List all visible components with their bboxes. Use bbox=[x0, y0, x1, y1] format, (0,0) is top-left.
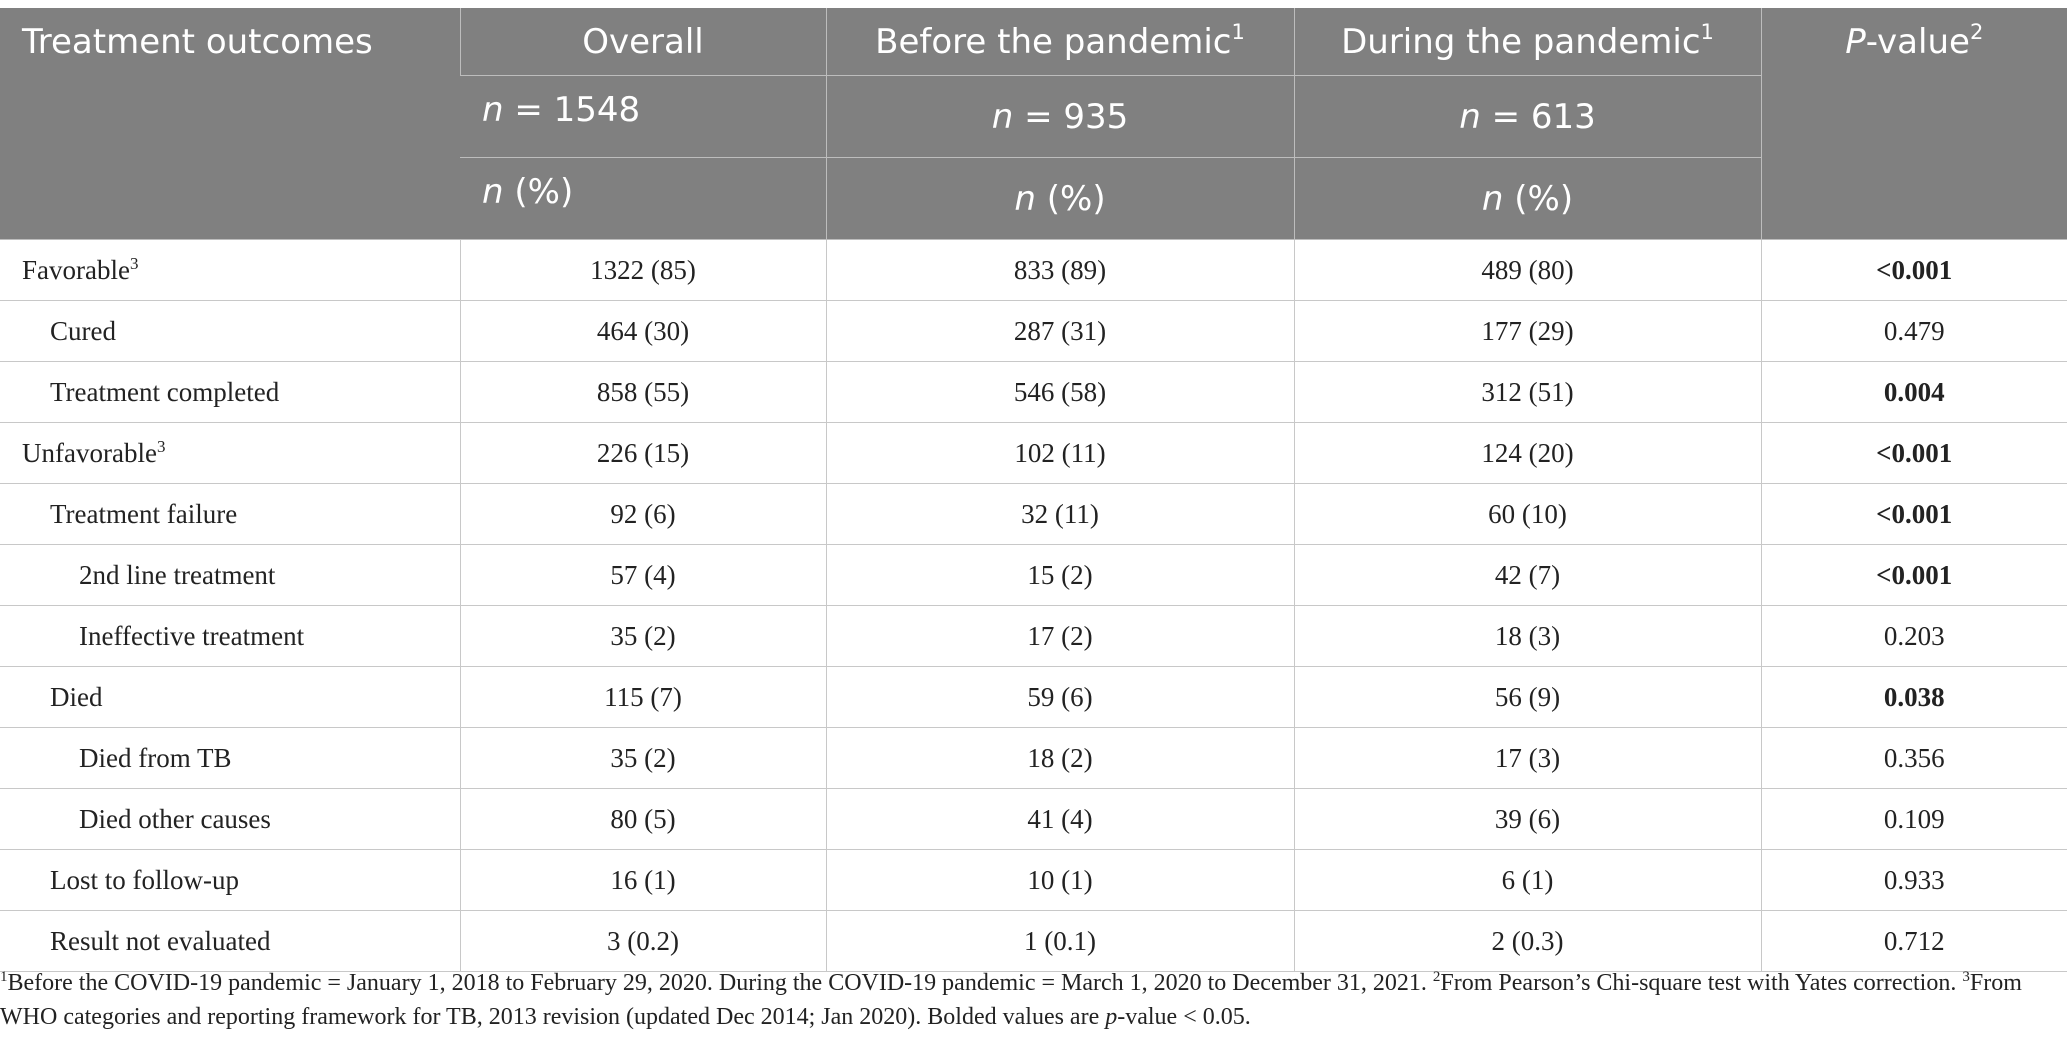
row-label: Lost to follow-up bbox=[0, 850, 460, 911]
row-label: Ineffective treatment bbox=[0, 606, 460, 667]
col-overall-title: Overall bbox=[460, 8, 826, 76]
cell-during: 39 (6) bbox=[1294, 789, 1761, 850]
cell-pvalue: 0.004 bbox=[1761, 362, 2067, 423]
table-row bbox=[0, 301, 2067, 362]
cell-overall: 1322 (85) bbox=[460, 240, 826, 301]
cell-before: 41 (4) bbox=[826, 789, 1294, 850]
row-label: Died from TB bbox=[0, 728, 460, 789]
cell-pvalue: 0.038 bbox=[1761, 667, 2067, 728]
table-header bbox=[0, 8, 2067, 240]
col-during-unit: n (%) bbox=[1294, 158, 1761, 240]
cell-overall: 16 (1) bbox=[460, 850, 826, 911]
table-row bbox=[0, 423, 2067, 484]
cell-during: 56 (9) bbox=[1294, 667, 1761, 728]
cell-before: 546 (58) bbox=[826, 362, 1294, 423]
col-during-title: During the pandemic$^1$ bbox=[1294, 8, 1761, 76]
cell-during: 42 (7) bbox=[1294, 545, 1761, 606]
col-before-n: n = 935 bbox=[826, 76, 1294, 158]
row-label: Died bbox=[0, 667, 460, 728]
cell-during: 177 (29) bbox=[1294, 301, 1761, 362]
table-body bbox=[0, 240, 2067, 972]
cell-before: 833 (89) bbox=[826, 240, 1294, 301]
cell-before: 18 (2) bbox=[826, 728, 1294, 789]
table-row bbox=[0, 850, 2067, 911]
table-row bbox=[0, 606, 2067, 667]
col-before-title: Before the pandemic$^1$ bbox=[826, 8, 1294, 76]
cell-during: 18 (3) bbox=[1294, 606, 1761, 667]
cell-pvalue: <0.001 bbox=[1761, 423, 2067, 484]
cell-before: 15 (2) bbox=[826, 545, 1294, 606]
cell-during: 489 (80) bbox=[1294, 240, 1761, 301]
cell-pvalue: 0.203 bbox=[1761, 606, 2067, 667]
cell-during: 6 (1) bbox=[1294, 850, 1761, 911]
cell-before: 17 (2) bbox=[826, 606, 1294, 667]
row-label: 2nd line treatment bbox=[0, 545, 460, 606]
table-row bbox=[0, 240, 2067, 301]
cell-before: 32 (11) bbox=[826, 484, 1294, 545]
table-row bbox=[0, 789, 2067, 850]
cell-overall: 858 (55) bbox=[460, 362, 826, 423]
cell-before: 59 (6) bbox=[826, 667, 1294, 728]
row-label-header: Treatment outcomes bbox=[0, 8, 460, 240]
cell-before: 10 (1) bbox=[826, 850, 1294, 911]
cell-during: 124 (20) bbox=[1294, 423, 1761, 484]
cell-overall: 57 (4) bbox=[460, 545, 826, 606]
cell-overall: 464 (30) bbox=[460, 301, 826, 362]
treatment-outcomes-table bbox=[0, 8, 2067, 972]
cell-pvalue: <0.001 bbox=[1761, 240, 2067, 301]
table-row bbox=[0, 728, 2067, 789]
cell-pvalue: <0.001 bbox=[1761, 545, 2067, 606]
row-label: Died other causes bbox=[0, 789, 460, 850]
col-during-n: n = 613 bbox=[1294, 76, 1761, 158]
cell-overall: 35 (2) bbox=[460, 606, 826, 667]
row-label: Treatment completed bbox=[0, 362, 460, 423]
cell-pvalue: 0.356 bbox=[1761, 728, 2067, 789]
cell-overall: 3 (0.2) bbox=[460, 911, 826, 972]
row-label: Treatment failure bbox=[0, 484, 460, 545]
table-row bbox=[0, 911, 2067, 972]
cell-before: 287 (31) bbox=[826, 301, 1294, 362]
cell-pvalue: <0.001 bbox=[1761, 484, 2067, 545]
cell-pvalue: 0.479 bbox=[1761, 301, 2067, 362]
cell-pvalue: 0.109 bbox=[1761, 789, 2067, 850]
cell-overall: 92 (6) bbox=[460, 484, 826, 545]
cell-pvalue: 0.933 bbox=[1761, 850, 2067, 911]
cell-overall: 35 (2) bbox=[460, 728, 826, 789]
cell-before: 1 (0.1) bbox=[826, 911, 1294, 972]
table-footnote: $^1$Before the COVID-19 pandemic = January 1, 2018 to February 29, 2020. During the COVID-19 pandemic = March 1, 2020 to December 31, 2021. $^2$From Pearson’s Chi-square test with Yates correction. $^3$From WHO categories and reporting framework for TB, 2013 revision (updated Dec 2014; Jan 2020). Bolded values are p-value < 0.05. bbox=[0, 969, 2022, 1030]
cell-during: 17 (3) bbox=[1294, 728, 1761, 789]
cell-before: 102 (11) bbox=[826, 423, 1294, 484]
table-row bbox=[0, 362, 2067, 423]
table-row bbox=[0, 545, 2067, 606]
col-pvalue-title: P-value$^2$ bbox=[1761, 8, 2067, 240]
cell-overall: 80 (5) bbox=[460, 789, 826, 850]
col-overall-n: n = 1548 bbox=[460, 76, 826, 158]
cell-during: 60 (10) bbox=[1294, 484, 1761, 545]
cell-pvalue: 0.712 bbox=[1761, 911, 2067, 972]
cell-overall: 115 (7) bbox=[460, 667, 826, 728]
row-label: Cured bbox=[0, 301, 460, 362]
col-before-unit: n (%) bbox=[826, 158, 1294, 240]
col-overall-unit: n (%) bbox=[460, 158, 826, 240]
row-label: Unfavorable$^3$ bbox=[0, 423, 460, 484]
row-label: Favorable$^3$ bbox=[0, 240, 460, 301]
cell-during: 2 (0.3) bbox=[1294, 911, 1761, 972]
row-label: Result not evaluated bbox=[0, 911, 460, 972]
cell-overall: 226 (15) bbox=[460, 423, 826, 484]
table-row bbox=[0, 484, 2067, 545]
cell-during: 312 (51) bbox=[1294, 362, 1761, 423]
table-row bbox=[0, 667, 2067, 728]
